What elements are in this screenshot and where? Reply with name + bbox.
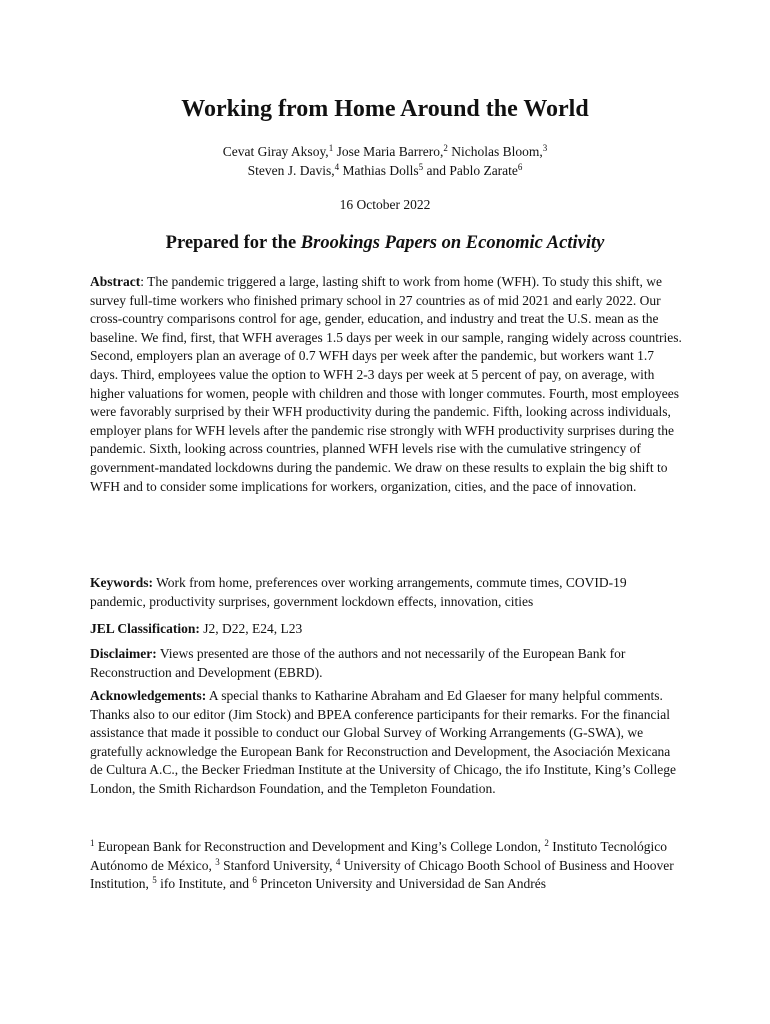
abstract-label: Abstract bbox=[90, 274, 141, 289]
jel-classification bbox=[90, 620, 682, 639]
author-aksoy: Cevat Giray Aksoy, bbox=[222, 144, 329, 159]
author-barrero: Jose Maria Barrero, bbox=[333, 144, 444, 159]
affiliation-text: Stanford University, bbox=[219, 857, 336, 873]
keywords-label: Keywords: bbox=[90, 575, 153, 590]
footnote-marker: 6 bbox=[252, 875, 257, 886]
keywords bbox=[90, 574, 682, 611]
jel-label: JEL Classification: bbox=[90, 621, 200, 636]
author-davis: Steven J. Davis, bbox=[247, 163, 335, 178]
journal-name: Brookings Papers on Economic Activity bbox=[300, 233, 605, 253]
venue-prefix: Prepared for the bbox=[165, 233, 301, 253]
venue-line bbox=[0, 229, 770, 257]
acknowledgements-text: A special thanks to Katharine Abraham and Ed Glaeser for many helpful comments. Thanks also to our editor (Jim Stock) and BPEA conference participants for their remarks. For the financial assistance that made it possible to conduct our Global Survey of Working Arrangements (G-SWA), we gratefully acknowledge the European Bank for Reconstruction and Development, the Asociación Mexicana de Cultura A.C., the Becker Friedman Institute at the University of Chicago, the ifo Institute, King’s College London, the Smith Richardson Foundation, and the Templeton Foundation. bbox=[90, 688, 677, 796]
disclaimer-text: Views presented are those of the authors and not necessarily of the European Bank for Reconstruction and Development (EBRD). bbox=[90, 646, 626, 680]
jel-text: J2, D22, E24, L23 bbox=[199, 621, 303, 636]
footnote-marker: 5 bbox=[152, 875, 157, 886]
acknowledgements-label: Acknowledgements: bbox=[90, 688, 207, 703]
footnote-marker: 4 bbox=[335, 856, 341, 867]
affiliation-text: University of Chicago Booth School of Business and Hoover Institution, bbox=[90, 857, 674, 892]
affiliation-marker: 2 bbox=[443, 143, 448, 153]
author-zarate: and Pablo Zarate bbox=[423, 163, 518, 178]
footnote-marker: 2 bbox=[544, 838, 549, 848]
acknowledgements bbox=[90, 687, 682, 799]
paper-title: Working from Home Around the World bbox=[181, 96, 589, 122]
affiliation-text: European Bank for Reconstruction and Development and King’s College London, bbox=[94, 839, 545, 854]
affiliation-marker: 5 bbox=[418, 162, 424, 172]
affiliation-text: Princeton University and Universidad de San Andrés bbox=[256, 876, 546, 892]
affiliation-text: Instituto Tecnológico Autónomo de México, bbox=[90, 839, 667, 873]
disclaimer-label: Disclaimer: bbox=[90, 646, 157, 661]
author-dolls: Mathias Dolls bbox=[339, 163, 419, 178]
author-list bbox=[0, 142, 770, 180]
disclaimer bbox=[90, 645, 682, 682]
author-bloom: Nicholas Bloom, bbox=[447, 144, 543, 159]
paper-date: 16 October 2022 bbox=[339, 197, 431, 212]
affiliations-footnote bbox=[90, 838, 682, 894]
abstract bbox=[90, 273, 682, 496]
affiliation-marker: 1 bbox=[328, 143, 334, 153]
abstract-text: : The pandemic triggered a large, lasting shift to work from home (WFH). To study this shift, we survey full-time workers who finished primary school in 27 countries as of mid 2021 and early 2022. Our cross-country comparisons control for age, gender, education, and industry and treat the U.S. mean as the baseline. We find, first, that WFH averages 1.5 days per week in our sample, ranging widely across countries. Second, employers plan an average of 0.7 WFH days per week after the pandemic, but workers want 1.7 days. Third, employees value the option to WFH 2-3 days per week at 5 percent of pay, on average, with higher valuations for women, people with children and those with longer commutes. Fourth, most employees were favorably surprised by their WFH productivity during the pandemic. Fifth, looking across individuals, employer plans for WFH levels after the pandemic rise strongly with WFH productivity surprises during the pandemic. Sixth, looking across countries, planned WFH levels rise with the cumulative stringency of government-mandated lockdowns during the pandemic. We draw on these results to explain the big shift to WFH and to consider some implications for workers, organization, cities, and the pace of innovation. bbox=[90, 274, 682, 494]
footnote-marker: 3 bbox=[215, 856, 220, 867]
affiliation-text: ifo Institute, and bbox=[156, 876, 253, 892]
affiliation-marker: 4 bbox=[334, 162, 340, 172]
footnote-marker: 1 bbox=[90, 838, 95, 848]
affiliation-marker: 3 bbox=[542, 143, 548, 153]
keywords-text: Work from home, preferences over working arrangements, commute times, COVID-19 pandemic, productivity surprises, government lockdown effects, innovation, cities bbox=[90, 575, 627, 609]
affiliation-marker: 6 bbox=[517, 162, 523, 172]
